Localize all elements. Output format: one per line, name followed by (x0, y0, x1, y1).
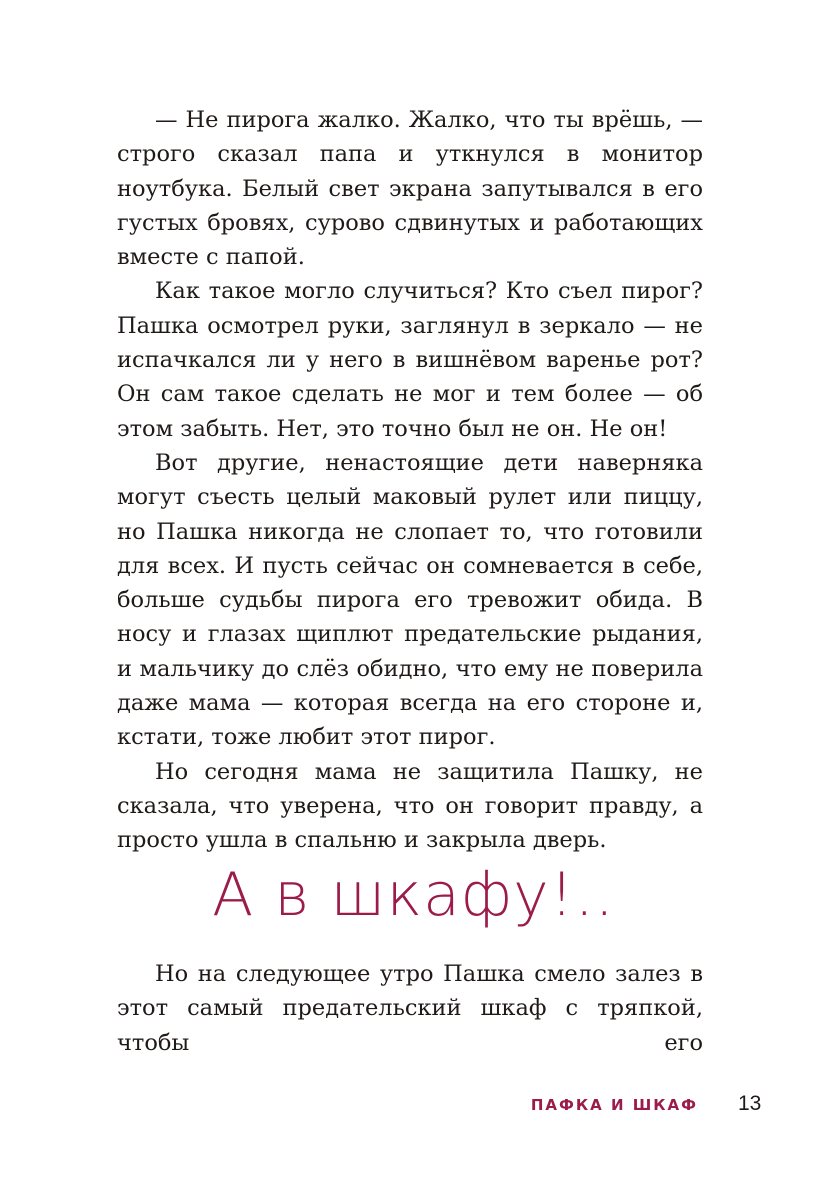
page-number: 13 (738, 1092, 762, 1115)
paragraph: Вот другие, ненастоящие дети наверняка могут съесть целый маковый рулет или пиццу, но Пашка никогда не слопает то, что готовили для всех. И пусть сейчас он сомневается в себе, больше судьбы пирога его тревожит обида. В носу и глазах щиплют предательские рыдания, и мальчику до слёз обидно, что ему не поверила даже мама — которая всегда на его стороне и, кстати, тоже любит этот пирог. (117, 449, 703, 751)
paragraph: — Не пирога жалко. Жалко, что ты врёшь, — строго сказал папа и уткнулся в монитор ноутбука. Белый свет экрана запутывался в его густых бровях, сурово сдвинутых и работающих вместе с папой. (117, 107, 703, 271)
body-text-top (117, 103, 703, 858)
body-text-bottom (117, 957, 703, 1060)
paragraph: Но на следующее утро Пашка смело залез в этот самый предательский шкаф с тряпкой, чтобы его (117, 961, 703, 1056)
paragraph: Как такое могло случиться? Кто съел пирог? Пашка осмотрел руки, заглянул в зеркало — не испачкался ли у него в вишнёвом варенье рот? Он сам такое сделать не мог и тем более — об этом забыть. Нет, это точно был не он. Не он! (117, 278, 703, 442)
paragraph: Но сегодня мама не защитила Пашку, не сказала, что уверена, что он говорит правду, а просто ушла в спальню и закрыла дверь. (117, 758, 703, 854)
chapter-heading: А в шкафу!.. (212, 860, 615, 930)
running-footer-title: ПАФКА И ШКАФ (530, 1096, 698, 1114)
